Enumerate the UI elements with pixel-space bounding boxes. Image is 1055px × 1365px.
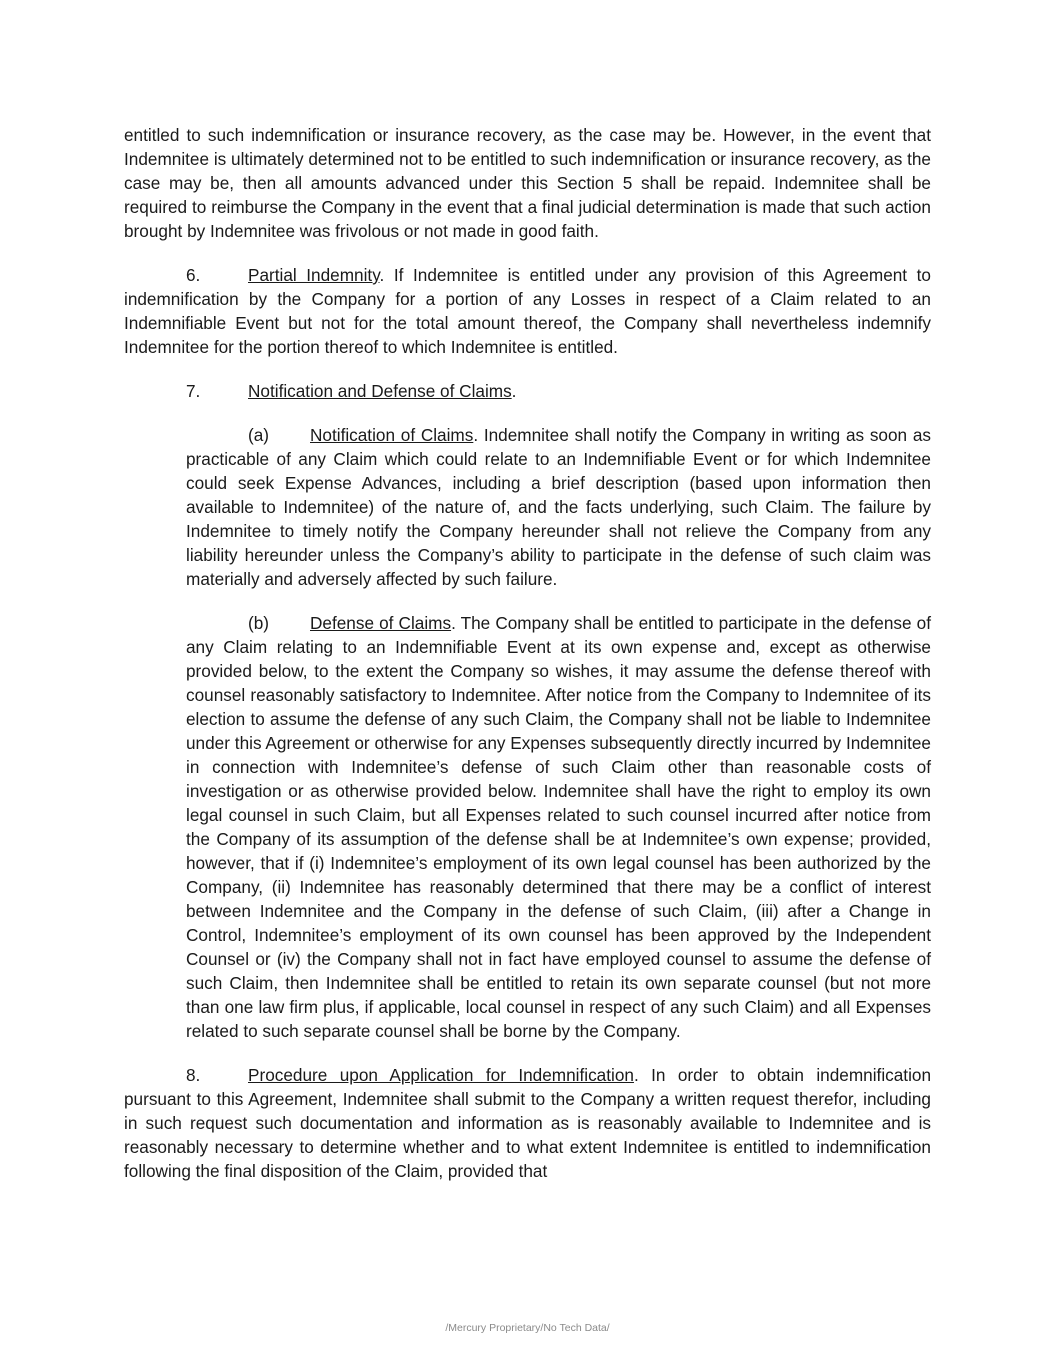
section-body: . <box>511 381 517 401</box>
page-footer: /Mercury Proprietary/No Tech Data/ <box>445 1322 610 1334</box>
section-7b-paragraph <box>186 611 931 1043</box>
section-body: . In order to obtain indemnification pursuant to this Agreement, Indemnitee shall submit to the Company a written request therefor, including in such request such documentation and information as is reasonably available to Indemnitee and is reasonably necessary to determine whether and to what extent Indemnitee is entitled to indemnification following the final disposition of the Claim, provided that <box>124 1065 932 1181</box>
section-6-paragraph <box>124 263 931 359</box>
section-body: . If Indemnitee is entitled under any provision of this Agreement to indemnification by the Company for a portion of any Losses in respect of a Claim related to an Indemnifiable Event but not for the total amount thereof, the Company shall nevertheless indemnify Indemnitee for the portion thereof to which Indemnitee is entitled. <box>124 265 931 357</box>
subsection-letter: (a) <box>248 425 270 445</box>
section-number: 7. <box>186 381 201 401</box>
subsection-heading: Notification of Claims <box>310 425 474 445</box>
subsection-body: . The Company shall be entitled to participate in the defense of any Claim relating to an Indemnifiable Event at its own expense and, except as otherwise provided below, to the extent the Company so wishes, it may assume the defense thereof with counsel reasonably satisfactory to Indemnitee. After notice from the Company to Indemnitee of its election to assume the defense of any such Claim, the Company shall not be liable to Indemnitee under this Agreement or otherwise for any Expenses subsequently directly incurred by Indemnitee in connection with Indemnitee’s defense of such Claim other than reasonable costs of investigation or as otherwise provided below. Indemnitee shall have the right to employ its own legal counsel in such Claim, but all Expenses related to such counsel incurred after notice from the Company of its assumption of the defense shall be at Indemnitee’s own expense; provided, however, that if (i) Indemnitee’s employment of its own legal counsel has been authorized by the Company, (ii) Indemnitee has reasonably determined that there may be a conflict of interest between Indemnitee and the Company in the defense of such Claim, (iii) after a Change in Control, Indemnitee’s employment of its own counsel has been approved by the Independent Counsel or (iv) the Company shall not in fact have employed counsel to assume the defense of such Claim, then Indemnitee shall be entitled to retain its own separate counsel (but not more than one law firm plus, if applicable, local counsel in respect of any such Claim) and all Expenses related to such separate counsel shall be borne by the Company. <box>186 613 931 1041</box>
subsection-letter: (b) <box>248 613 270 633</box>
section-heading: Partial Indemnity <box>248 265 380 285</box>
subsection-heading: Defense of Claims <box>310 613 452 633</box>
section-heading: Notification and Defense of Claims <box>248 381 512 401</box>
continuation-paragraph: entitled to such indemnification or insurance recovery, as the case may be. However, in the event that Indemnitee is ultimately determined not to be entitled to such indemnification or insurance recovery, as the case may be, then all amounts advanced under this Section 5 shall be repaid. Indemnitee shall be required to reimburse the Company in the event that a final judicial determination is made that such action brought by Indemnitee was frivolous or not made in good faith. <box>124 125 931 241</box>
section-number: 6. <box>186 265 201 285</box>
section-heading: Procedure upon Application for Indemnification <box>248 1065 634 1085</box>
section-7a-paragraph <box>186 423 931 591</box>
document-page <box>124 123 931 1203</box>
section-number: 8. <box>186 1065 201 1085</box>
section-8-paragraph <box>124 1063 931 1183</box>
section-7-heading-paragraph <box>124 379 931 403</box>
subsection-body: . Indemnitee shall notify the Company in writing as soon as practicable of any Claim which could relate to an Indemnifiable Event or for which Indemnitee could seek Expense Advances, including a brief description (based upon information then available to Indemnitee) of the nature of, and the facts underlying, such Claim. The failure by Indemnitee to timely notify the Company hereunder shall not relieve the Company from any liability hereunder unless the Company’s ability to participate in the defense of such claim was materially and adversely affected by such failure. <box>186 425 931 589</box>
